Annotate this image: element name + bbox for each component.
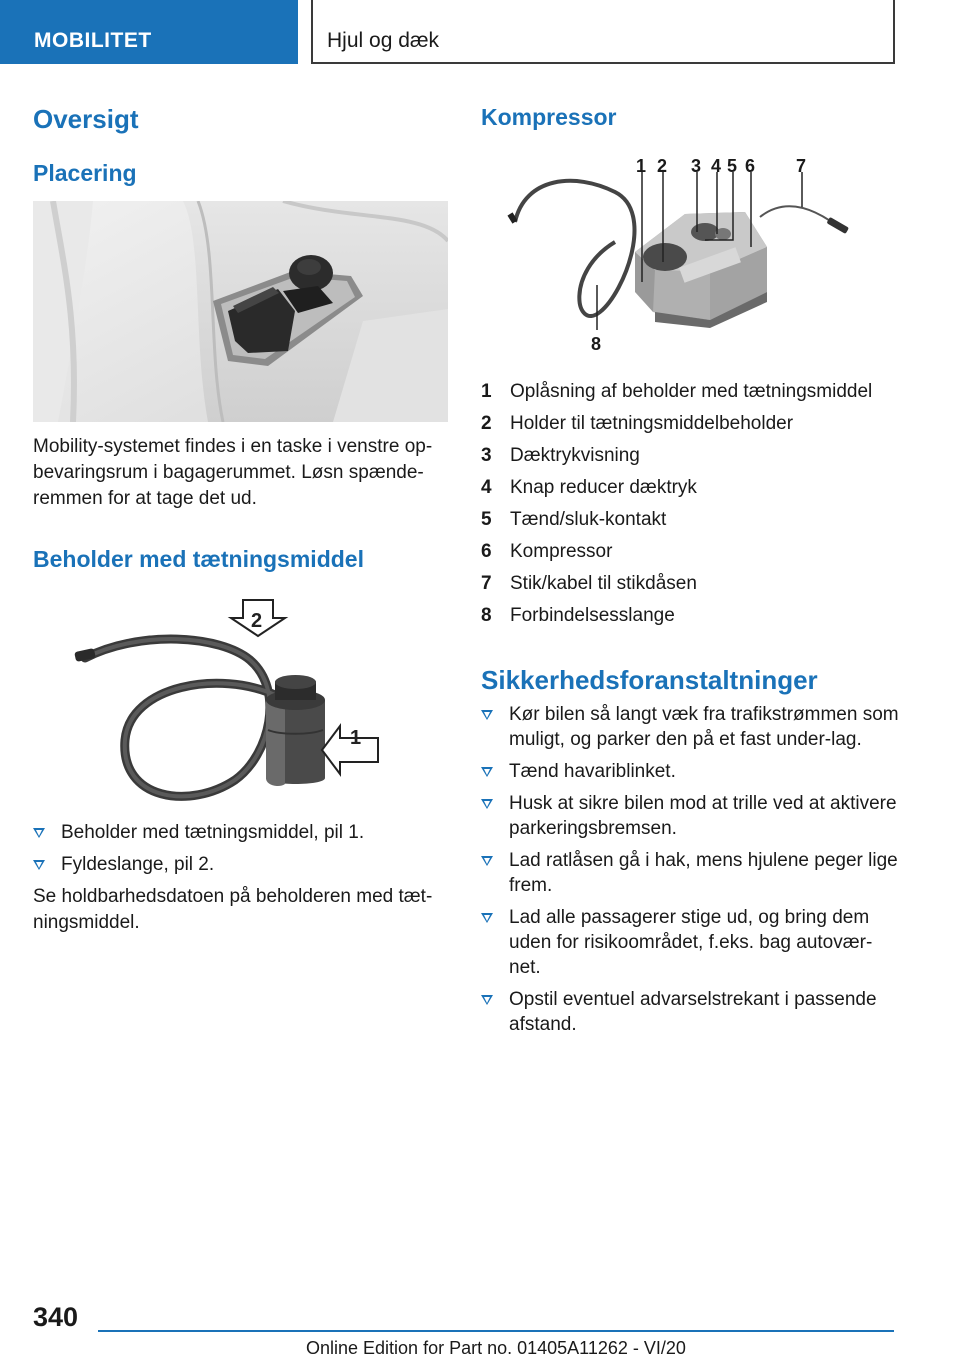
trunk-photo — [33, 201, 448, 422]
heading-sealant: Beholder med tætningsmiddel — [33, 546, 364, 572]
heading-placement: Placering — [33, 160, 137, 186]
footer-divider — [98, 1330, 894, 1332]
triangle-bullet-icon — [481, 913, 493, 923]
list-item: 4 Knap reducer dæktryk — [481, 477, 697, 498]
compressor-label-7: 7 — [796, 156, 807, 176]
heading-safety: Sikkerhedsforanstaltninger — [481, 665, 818, 695]
safety-bullets — [481, 702, 899, 1044]
triangle-bullet-icon — [481, 995, 493, 1005]
placement-text: Mobility-systemet findes i en taske i venstre op-bevaringsrum i bagagerummet. Løsn spænde-remmen for at tage det ud. — [33, 436, 433, 509]
compressor-label-6: 6 — [745, 156, 756, 176]
sealant-label-2: 2 — [251, 610, 263, 632]
list-item: 1 Oplåsning af beholder med tætningsmiddel — [481, 381, 873, 402]
list-item: Lad ratlåsen gå i hak, mens hjulene peger lige frem. — [481, 848, 899, 898]
list-item: Opstil eventuel advarselstrekant i passende afstand. — [481, 987, 899, 1037]
list-item: Husk at sikre bilen mod at trille ved at aktivere parkeringsbremsen. — [481, 791, 899, 841]
compressor-label-8: 8 — [591, 334, 602, 354]
list-item: 7 Stik/kabel til stikdåsen — [481, 573, 697, 594]
list-item: 2 Holder til tætningsmiddelbeholder — [481, 413, 794, 434]
list-item: Kør bilen så langt væk fra trafikstrømmen som muligt, og parker den på et fast under-lag. — [481, 702, 899, 752]
edition-text: Online Edition for Part no. 01405A11262 - VI/20 — [306, 1338, 686, 1358]
list-item: Beholder med tætningsmiddel, pil 1. — [33, 820, 448, 845]
compressor-parts-list — [481, 379, 901, 635]
sealant-note: Se holdbarhedsdatoen på beholderen med tæt-ningsmiddel. — [33, 886, 433, 933]
sealant-label-1: 1 — [350, 727, 362, 749]
list-item: Lad alle passagerer stige ud, og bring dem uden for risikoområdet, f.eks. bag autovær-net. — [481, 905, 899, 980]
compressor-label-2: 2 — [657, 156, 668, 176]
section-tab: MOBILITET — [0, 0, 298, 64]
sealant-figure — [70, 590, 400, 805]
heading-compressor: Kompressor — [481, 104, 617, 130]
triangle-bullet-icon — [33, 860, 45, 870]
sealant-bullets — [33, 820, 448, 884]
list-item: Fyldeslange, pil 2. — [33, 852, 448, 877]
triangle-bullet-icon — [481, 710, 493, 720]
compressor-label-4: 4 — [711, 156, 722, 176]
list-item: 3 Dæktrykvisning — [481, 445, 640, 466]
compressor-label-1: 1 — [636, 156, 647, 176]
compressor-figure — [505, 152, 865, 362]
list-item: 6 Kompressor — [481, 541, 613, 562]
triangle-bullet-icon — [481, 767, 493, 777]
triangle-bullet-icon — [33, 828, 45, 838]
list-item: Tænd havariblinket. — [481, 759, 899, 784]
list-item: 8 Forbindelsesslange — [481, 605, 675, 626]
compressor-label-3: 3 — [691, 156, 702, 176]
page-number: 340 — [33, 1302, 79, 1332]
compressor-label-5: 5 — [727, 156, 738, 176]
triangle-bullet-icon — [481, 856, 493, 866]
chapter-title: Hjul og dæk — [311, 0, 895, 64]
heading-overview: Oversigt — [33, 104, 139, 134]
list-item: 5 Tænd/sluk-kontakt — [481, 509, 667, 530]
triangle-bullet-icon — [481, 799, 493, 809]
